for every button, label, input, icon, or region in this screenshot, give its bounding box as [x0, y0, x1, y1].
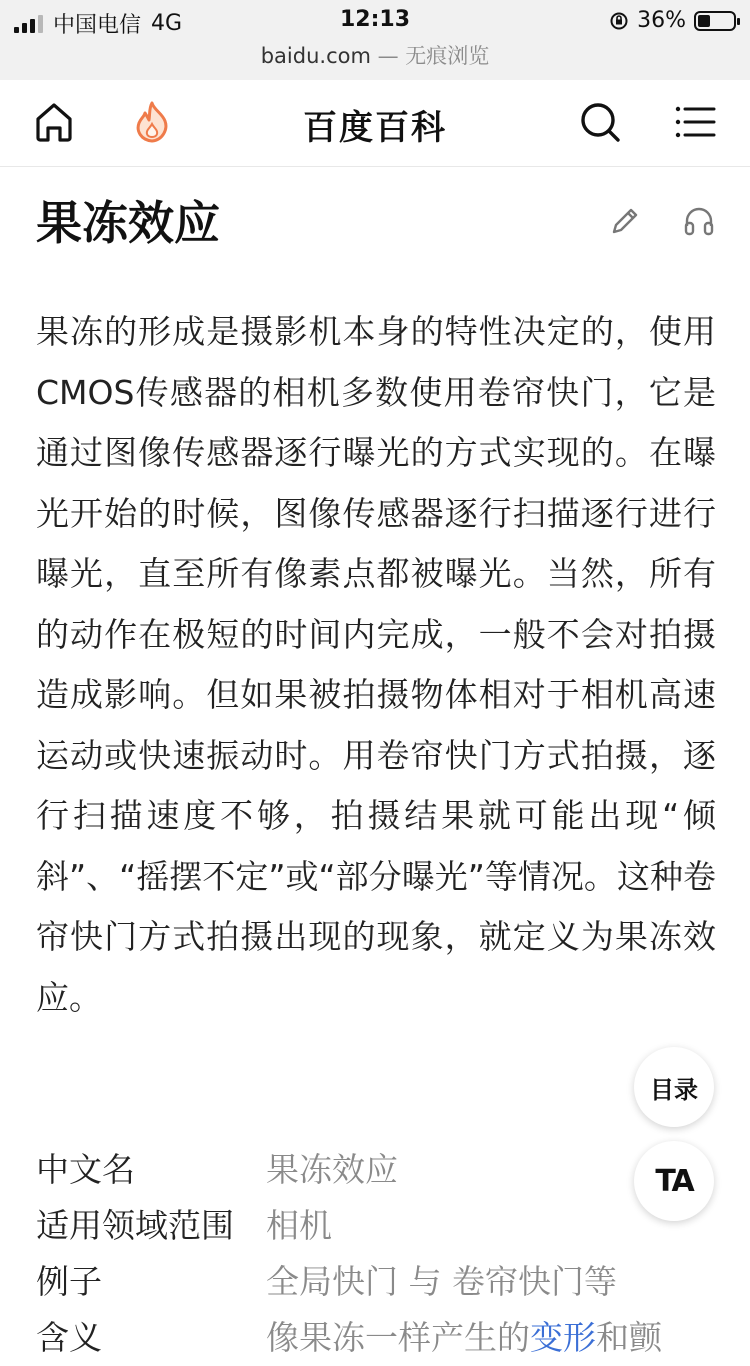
- info-key: 中文名: [36, 1150, 135, 1189]
- toc-label: 目录: [650, 1075, 698, 1104]
- clock: 12:13: [339, 7, 411, 32]
- info-key: 含义: [36, 1318, 102, 1357]
- info-value-text: 和颤: [596, 1318, 662, 1357]
- battery-fill: [698, 15, 710, 27]
- orientation-lock-icon: [609, 11, 629, 31]
- info-value: 相机: [266, 1206, 332, 1245]
- table-of-contents-button[interactable]: [634, 1047, 714, 1127]
- carrier-label: 中国电信: [53, 13, 142, 38]
- battery-percent: 36%: [637, 8, 686, 33]
- status-right: [609, 8, 736, 33]
- article-summary: 果冻的形成是摄影机本身的特性决定的，使用CMOS传感器的相机多数使用卷帘快门，它是通过图像传感器逐行曝光的方式实现的。在曝光开始的时候，图像传感器逐行扫描逐行进行曝光，直至所有像素点都被曝光。当然，所有的动作在极短的时间内完成，一般不会对拍摄造成影响。但如果被拍摄物体相对于相机高速运动或快速振动时。用卷帘快门方式拍摄，逐行扫描速度不够，拍摄结果就可能出现“倾斜”、“摇摆不定”或“部分曝光”等情况。这种卷帘快门方式拍摄出现的现象，就定义为果冻效应。: [36, 312, 716, 1017]
- nav-bar: [0, 80, 750, 167]
- ta-label: TA: [655, 1163, 693, 1199]
- info-value-text: 像果冻一样产生的: [266, 1318, 530, 1357]
- info-row-example: [36, 1254, 716, 1310]
- page-title[interactable]: 百度百科: [303, 108, 447, 148]
- url-bar[interactable]: [0, 40, 750, 70]
- title-actions: [608, 204, 716, 238]
- info-row-field: [36, 1198, 716, 1254]
- info-value: 全局快门 与 卷帘快门等: [266, 1262, 617, 1301]
- article-header: [36, 190, 716, 256]
- info-key: 适用领域范围: [36, 1206, 234, 1245]
- info-row-meaning: [36, 1310, 716, 1366]
- headphones-icon[interactable]: [682, 204, 716, 238]
- info-key: 例子: [36, 1262, 102, 1301]
- info-value: [266, 1310, 662, 1366]
- battery-icon: [694, 11, 736, 31]
- search-icon[interactable]: [576, 98, 624, 146]
- ta-button[interactable]: [634, 1141, 714, 1221]
- article-title: 果冻效应: [36, 196, 220, 250]
- network-label: 4G: [151, 11, 183, 36]
- info-value-link[interactable]: 变形: [530, 1318, 596, 1357]
- info-value: 果冻效应: [266, 1150, 398, 1189]
- info-row-chinese-name: [36, 1142, 716, 1198]
- private-mode-label: — 无痕浏览: [370, 44, 490, 68]
- menu-icon[interactable]: [672, 98, 720, 146]
- url-domain: baidu.com: [260, 44, 371, 68]
- status-bar: [0, 0, 750, 81]
- edit-icon[interactable]: [608, 204, 642, 238]
- basic-info-box: [36, 1142, 716, 1366]
